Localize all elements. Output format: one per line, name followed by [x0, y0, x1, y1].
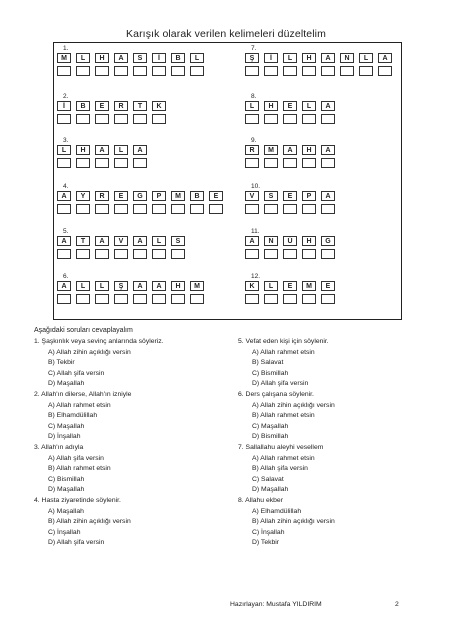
answer-box[interactable]: [114, 66, 128, 76]
puzzle-number: 11.: [251, 228, 260, 235]
answer-box[interactable]: [57, 204, 71, 214]
scrambled-letters-row: [245, 53, 392, 63]
letter-box: A: [57, 281, 71, 291]
letter-box: Ü: [283, 236, 297, 246]
answer-box[interactable]: [76, 249, 90, 259]
puzzle-item: [57, 273, 204, 304]
answer-option[interactable]: B) Tekbir: [48, 359, 75, 367]
scrambled-letters-row: [57, 53, 204, 63]
answer-option[interactable]: A) Elhamdülillah: [252, 507, 302, 515]
answer-box[interactable]: [264, 114, 278, 124]
answer-box[interactable]: [152, 204, 166, 214]
answer-box[interactable]: [283, 158, 297, 168]
puzzle-item: [57, 93, 166, 124]
letter-box: R: [95, 191, 109, 201]
letter-box: L: [283, 53, 297, 63]
letter-box: A: [321, 145, 335, 155]
answer-box[interactable]: [264, 204, 278, 214]
answer-box[interactable]: [76, 114, 90, 124]
scrambled-letters-row: [245, 101, 335, 111]
answer-option[interactable]: A) Allah rahmet etsin: [252, 348, 315, 356]
answer-option[interactable]: B) Salavat: [252, 359, 284, 367]
puzzle-item: [57, 137, 147, 168]
answer-box[interactable]: [57, 66, 71, 76]
letter-box: S: [264, 191, 278, 201]
puzzle-number: 1.: [63, 45, 69, 52]
answer-option[interactable]: A) Allah zihin açıklığı versin: [48, 348, 131, 356]
letter-box: M: [171, 191, 185, 201]
question-text: 1. Şaşkınlık veya sevinç anlarında söyleriz.: [34, 338, 164, 345]
letter-box: L: [76, 281, 90, 291]
letter-box: H: [302, 53, 316, 63]
answer-box[interactable]: [264, 294, 278, 304]
letter-box: E: [283, 101, 297, 111]
puzzle-number: 7.: [251, 45, 257, 52]
scrambled-letters-row: [245, 236, 335, 246]
puzzle-item: [245, 228, 335, 259]
letter-box: A: [133, 236, 147, 246]
answer-box[interactable]: [340, 66, 354, 76]
letter-box: A: [245, 236, 259, 246]
letter-box: A: [133, 145, 147, 155]
answer-box[interactable]: [264, 249, 278, 259]
letter-box: K: [245, 281, 259, 291]
answer-box[interactable]: [283, 114, 297, 124]
answer-box[interactable]: [209, 204, 223, 214]
answer-box[interactable]: [302, 66, 316, 76]
letter-box: A: [321, 101, 335, 111]
answer-box[interactable]: [152, 66, 166, 76]
answer-option[interactable]: B) Allah zihin açıklığı versin: [48, 518, 131, 526]
question: [34, 496, 164, 549]
letter-box: V: [114, 236, 128, 246]
answer-option[interactable]: C) İnşallah: [252, 528, 285, 536]
question-text: 6. Ders çalışana söylenir.: [238, 390, 314, 398]
answer-box[interactable]: [76, 158, 90, 168]
letter-box: N: [264, 236, 278, 246]
answer-box[interactable]: [245, 204, 259, 214]
letter-box: A: [57, 236, 71, 246]
question: [34, 443, 164, 496]
letter-box: H: [302, 145, 316, 155]
answer-option[interactable]: B) Allah rahmet etsin: [48, 465, 111, 473]
answer-box[interactable]: [245, 158, 259, 168]
answer-option[interactable]: D) Allah şifa versin: [48, 539, 105, 547]
letter-box: V: [245, 191, 259, 201]
question-text: 2. Allah'ın dilerse, Allah'ın izniyle: [34, 390, 132, 398]
letter-box: L: [114, 145, 128, 155]
letter-box: A: [57, 191, 71, 201]
puzzle-item: [57, 183, 223, 214]
answer-box[interactable]: [171, 294, 185, 304]
answer-boxes-row: [245, 66, 392, 76]
answer-box[interactable]: [190, 294, 204, 304]
worksheet-title: Karışık olarak verilen kelimeleri düzeltelim: [126, 28, 326, 40]
answer-option[interactable]: D) Allah şifa versin: [252, 380, 309, 388]
answer-option[interactable]: D) Maşallah: [48, 380, 85, 388]
letter-box: B: [190, 191, 204, 201]
answer-option[interactable]: D) Tekbir: [252, 539, 280, 547]
answer-option[interactable]: A) Allah rahmet etsin: [48, 401, 111, 409]
letter-box: G: [133, 191, 147, 201]
letter-box: E: [283, 281, 297, 291]
answer-box[interactable]: [57, 294, 71, 304]
letter-box: H: [76, 145, 90, 155]
question-text: 5. Vefat eden kişi için söylenir.: [238, 338, 329, 345]
letter-box: L: [152, 236, 166, 246]
answer-box[interactable]: [283, 249, 297, 259]
puzzle-item: [57, 45, 204, 76]
answer-box[interactable]: [321, 114, 335, 124]
answer-box[interactable]: [95, 158, 109, 168]
scrambled-letters-row: [57, 191, 223, 201]
answer-box[interactable]: [114, 294, 128, 304]
answer-box[interactable]: [95, 249, 109, 259]
letter-box: T: [133, 101, 147, 111]
question: [34, 390, 164, 443]
answer-box[interactable]: [190, 204, 204, 214]
letter-box: M: [57, 53, 71, 63]
answer-box[interactable]: [114, 114, 128, 124]
answer-box[interactable]: [245, 294, 259, 304]
answer-box[interactable]: [302, 114, 316, 124]
letter-box: E: [114, 191, 128, 201]
answer-box[interactable]: [378, 66, 392, 76]
puzzle-item: [245, 93, 335, 124]
author-footer: Hazırlayan: Mustafa YILDIRIM: [230, 601, 322, 608]
answer-box[interactable]: [264, 66, 278, 76]
question-text: 8. Allahu ekber: [238, 496, 283, 504]
letter-box: A: [378, 53, 392, 63]
answer-boxes-row: [57, 204, 223, 214]
answer-option[interactable]: B) Allah rahmet etsin: [252, 412, 315, 420]
letter-box: E: [283, 191, 297, 201]
answer-option[interactable]: A) Maşallah: [48, 507, 84, 515]
answer-box[interactable]: [171, 249, 185, 259]
letter-box: T: [76, 236, 90, 246]
letter-box: E: [321, 281, 335, 291]
answer-boxes-row: [245, 204, 335, 214]
letter-box: L: [359, 53, 373, 63]
answer-boxes-row: [245, 249, 335, 259]
letter-box: P: [302, 191, 316, 201]
puzzle-item: [245, 45, 392, 76]
answer-box[interactable]: [95, 294, 109, 304]
answer-option[interactable]: C) İnşallah: [48, 528, 81, 536]
puzzle-item: [245, 137, 335, 168]
answer-box[interactable]: [133, 204, 147, 214]
answer-box[interactable]: [76, 204, 90, 214]
answer-box[interactable]: [76, 66, 90, 76]
question: [238, 496, 335, 549]
answer-option[interactable]: A) Allah rahmet etsin: [252, 454, 315, 462]
answer-boxes-row: [245, 158, 335, 168]
question: [34, 337, 164, 390]
letter-box: S: [171, 236, 185, 246]
scrambled-letters-row: [57, 236, 185, 246]
question-text: 7. Sallallahu aleyhi vesellem: [238, 443, 324, 451]
answer-box[interactable]: [152, 294, 166, 304]
letter-box: P: [152, 191, 166, 201]
puzzle-number: 5.: [63, 228, 69, 235]
answer-box[interactable]: [171, 204, 185, 214]
letter-box: B: [76, 101, 90, 111]
answer-boxes-row: [245, 114, 335, 124]
answer-box[interactable]: [321, 249, 335, 259]
answer-box[interactable]: [302, 294, 316, 304]
answer-option[interactable]: A) Allah zihin açıklığı versin: [252, 401, 335, 409]
answer-box[interactable]: [95, 204, 109, 214]
puzzle-number: 8.: [251, 93, 257, 100]
letter-box: L: [57, 145, 71, 155]
answer-box[interactable]: [321, 66, 335, 76]
letter-box: R: [114, 101, 128, 111]
letter-box: A: [152, 281, 166, 291]
puzzle-item: [57, 228, 185, 259]
answer-box[interactable]: [359, 66, 373, 76]
answer-option[interactable]: C) Bismillah: [48, 475, 85, 483]
scrambled-letters-row: [245, 281, 335, 291]
answer-box[interactable]: [133, 66, 147, 76]
answer-option[interactable]: D) Maşallah: [48, 486, 85, 494]
answer-box[interactable]: [302, 249, 316, 259]
answer-boxes-row: [57, 114, 166, 124]
question: [238, 390, 335, 443]
letter-box: A: [95, 236, 109, 246]
letter-box: R: [245, 145, 259, 155]
answer-box[interactable]: [152, 114, 166, 124]
puzzle-number: 4.: [63, 183, 69, 190]
answer-box[interactable]: [245, 66, 259, 76]
scrambled-letters-row: [57, 101, 166, 111]
questions-left-column: [34, 337, 164, 549]
puzzle-item: [245, 183, 335, 214]
letter-box: İ: [57, 101, 71, 111]
answer-box[interactable]: [171, 66, 185, 76]
letter-box: H: [302, 236, 316, 246]
letter-box: A: [95, 145, 109, 155]
answer-box[interactable]: [114, 158, 128, 168]
puzzle-number: 3.: [63, 137, 69, 144]
answer-box[interactable]: [76, 294, 90, 304]
letter-box: N: [340, 53, 354, 63]
letter-box: M: [302, 281, 316, 291]
letter-box: A: [133, 281, 147, 291]
answer-box[interactable]: [302, 204, 316, 214]
answer-box[interactable]: [245, 249, 259, 259]
answer-box[interactable]: [283, 294, 297, 304]
questions-right-column: [238, 337, 335, 549]
puzzle-number: 12.: [251, 273, 261, 280]
letter-box: İ: [152, 53, 166, 63]
answer-boxes-row: [57, 294, 204, 304]
answer-box[interactable]: [245, 114, 259, 124]
letter-box: H: [95, 53, 109, 63]
letter-box: E: [209, 191, 223, 201]
letter-box: L: [264, 281, 278, 291]
answer-boxes-row: [57, 249, 185, 259]
question-text: 4. Hasta ziyaretinde söylenir.: [34, 496, 121, 504]
letter-box: K: [152, 101, 166, 111]
answer-option[interactable]: C) Salavat: [252, 475, 284, 483]
letter-box: A: [283, 145, 297, 155]
answer-box[interactable]: [133, 249, 147, 259]
letter-box: Y: [76, 191, 90, 201]
page-number: 2: [395, 601, 399, 608]
answer-option[interactable]: C) Bismillah: [252, 369, 289, 377]
letter-box: Ş: [114, 281, 128, 291]
puzzle-item: [245, 273, 335, 304]
letter-box: E: [95, 101, 109, 111]
letter-box: A: [114, 53, 128, 63]
letter-box: A: [321, 53, 335, 63]
answer-box[interactable]: [321, 158, 335, 168]
letter-box: A: [321, 191, 335, 201]
letter-box: L: [76, 53, 90, 63]
letter-box: L: [245, 101, 259, 111]
answer-boxes-row: [57, 158, 147, 168]
letter-box: M: [264, 145, 278, 155]
questions-title: Aşağıdaki soruları cevaplayalım: [34, 327, 133, 334]
question: [238, 337, 335, 390]
scrambled-letters-row: [57, 145, 147, 155]
answer-box[interactable]: [283, 66, 297, 76]
answer-option[interactable]: A) Allah şifa versin: [48, 454, 104, 462]
answer-box[interactable]: [321, 294, 335, 304]
answer-option[interactable]: C) Maşallah: [252, 422, 289, 430]
answer-box[interactable]: [95, 114, 109, 124]
answer-option[interactable]: D) İnşallah: [48, 433, 81, 441]
scrambled-letters-row: [245, 145, 335, 155]
letter-box: S: [133, 53, 147, 63]
letter-box: H: [264, 101, 278, 111]
answer-box[interactable]: [133, 294, 147, 304]
answer-box[interactable]: [114, 204, 128, 214]
scrambled-letters-row: [57, 281, 204, 291]
puzzle-number: 2.: [63, 93, 69, 100]
answer-box[interactable]: [264, 158, 278, 168]
answer-box[interactable]: [57, 249, 71, 259]
answer-box[interactable]: [283, 204, 297, 214]
answer-box[interactable]: [152, 249, 166, 259]
answer-box[interactable]: [57, 158, 71, 168]
answer-box[interactable]: [133, 158, 147, 168]
letter-box: İ: [264, 53, 278, 63]
puzzle-number: 10.: [251, 183, 261, 190]
letter-box: G: [321, 236, 335, 246]
letter-box: L: [190, 53, 204, 63]
question: [238, 443, 335, 496]
answer-option[interactable]: B) Allah zihin açıklığı versin: [252, 518, 335, 526]
letter-box: B: [171, 53, 185, 63]
puzzle-number: 9.: [251, 137, 257, 144]
letter-box: Ş: [245, 53, 259, 63]
answer-option[interactable]: B) Elhamdülillah: [48, 412, 98, 420]
answer-box[interactable]: [114, 249, 128, 259]
answer-box[interactable]: [321, 204, 335, 214]
answer-box[interactable]: [133, 114, 147, 124]
scrambled-letters-row: [245, 191, 335, 201]
letter-box: H: [171, 281, 185, 291]
answer-option[interactable]: C) Maşallah: [48, 422, 85, 430]
answer-boxes-row: [57, 66, 204, 76]
letter-box: M: [190, 281, 204, 291]
answer-box[interactable]: [57, 114, 71, 124]
puzzle-number: 6.: [63, 273, 69, 280]
answer-option[interactable]: D) Bismillah: [252, 433, 289, 441]
answer-option[interactable]: D) Maşallah: [252, 486, 289, 494]
question-text: 3. Allah'ın adıyla: [34, 443, 84, 451]
answer-box[interactable]: [302, 158, 316, 168]
letter-box: L: [95, 281, 109, 291]
letter-box: L: [302, 101, 316, 111]
answer-option[interactable]: C) Allah şifa versin: [48, 369, 105, 377]
answer-box[interactable]: [190, 66, 204, 76]
answer-boxes-row: [245, 294, 335, 304]
answer-option[interactable]: B) Allah şifa versin: [252, 465, 308, 473]
answer-box[interactable]: [95, 66, 109, 76]
